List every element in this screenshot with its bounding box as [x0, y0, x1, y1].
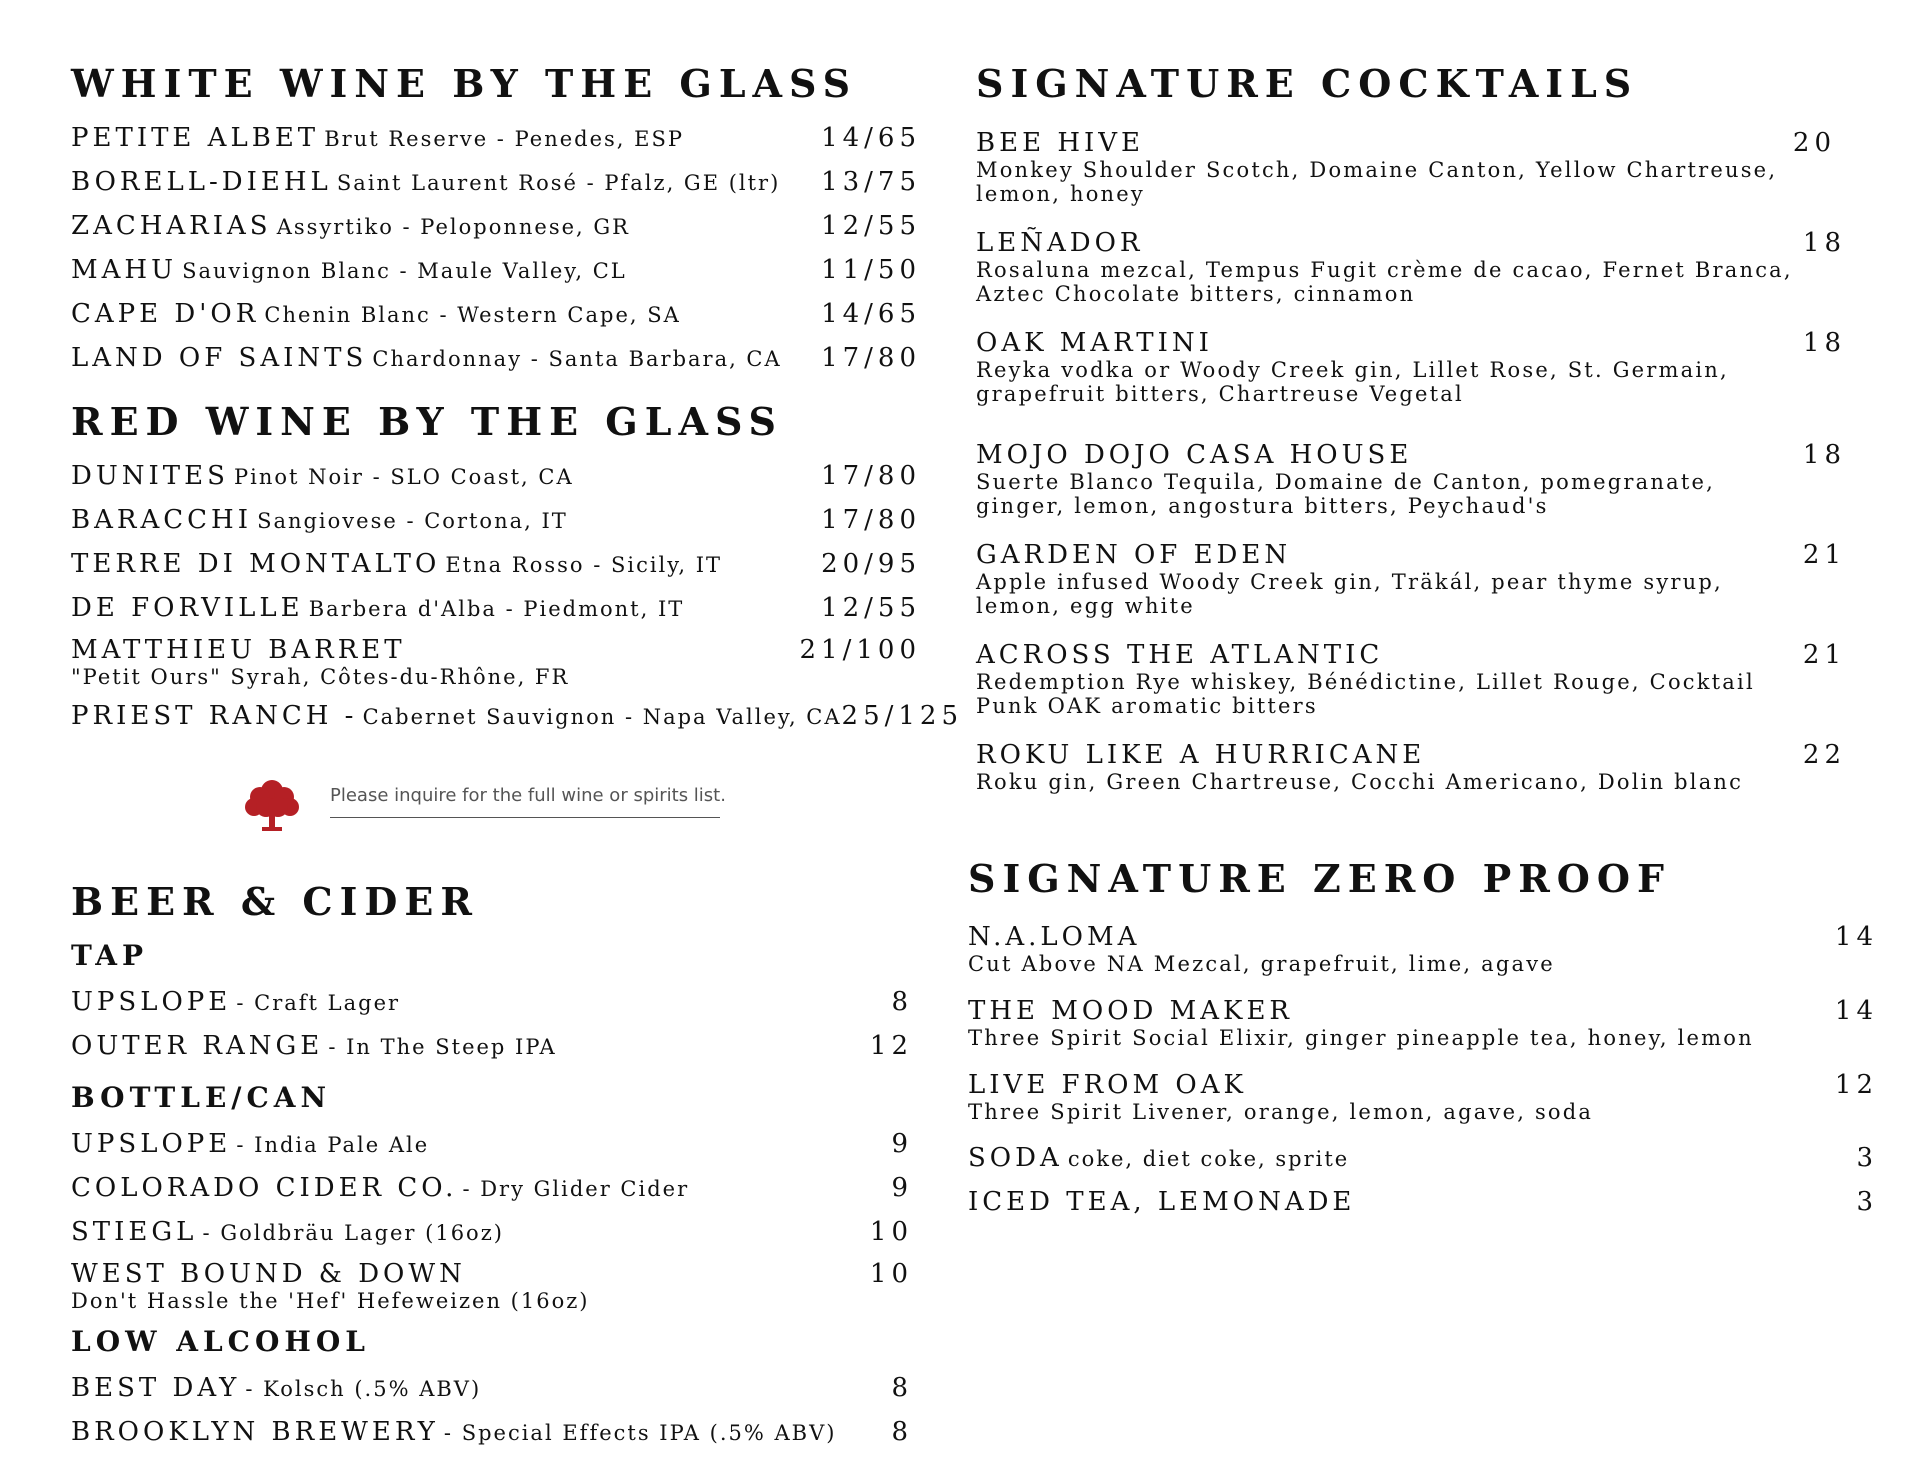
- wine-detail: Brut Reserve - Penedes, ESP: [324, 127, 684, 151]
- wine-detail: Assyrtiko - Peloponnese, GR: [276, 215, 630, 239]
- wine-row: [71, 204, 921, 248]
- zero-proof-desc: Three Spirit Social Elixir, ginger pineapple tea, honey, lemon: [968, 1026, 1754, 1050]
- zero-proof-item: [968, 1070, 1878, 1124]
- cocktail-desc: Suerte Blanco Tequila, Domaine de Canton, pomegranate,: [976, 470, 1715, 494]
- wine-name: BORELL-DIEHL: [71, 167, 332, 197]
- zero-proof-item: [968, 1136, 1878, 1180]
- beer-price: 12: [869, 1031, 913, 1061]
- beer-row: [71, 1122, 921, 1166]
- beer-row: [71, 1258, 921, 1312]
- beer-detail: - Dry Glider Cider: [462, 1177, 690, 1201]
- zero-proof-desc: Three Spirit Livener, orange, lemon, agave, soda: [968, 1100, 1594, 1124]
- cocktail-desc: Punk OAK aromatic bitters: [976, 694, 1318, 718]
- wine-price: 12/55: [821, 211, 921, 241]
- wine-row: [71, 292, 921, 336]
- tap-subtitle: TAP: [71, 939, 149, 972]
- wine-detail: Barbera d'Alba - Piedmont, IT: [308, 597, 685, 621]
- cocktail-list: [976, 128, 1866, 794]
- cocktail-desc: lemon, egg white: [976, 594, 1195, 618]
- beer-row: [71, 980, 921, 1024]
- wine-price: 17/80: [821, 461, 921, 491]
- cocktail-item: [976, 328, 1866, 406]
- cocktail-item: [976, 228, 1866, 306]
- cocktail-name: ROKU LIKE A HURRICANE: [976, 740, 1426, 770]
- beer-price: 10: [869, 1259, 913, 1289]
- beer-detail: - Goldbräu Lager (16oz): [202, 1221, 504, 1245]
- cocktail-desc: lemon, honey: [976, 182, 1145, 206]
- white-wine-list: [71, 116, 921, 380]
- wine-name: BARACCHI: [71, 505, 252, 535]
- beer-name: WEST BOUND & DOWN: [71, 1259, 466, 1289]
- wine-name: DE FORVILLE: [71, 593, 304, 623]
- wine-price: 17/80: [821, 343, 921, 373]
- zero-proof-name: SODA: [968, 1143, 1063, 1173]
- zero-proof-name: ICED TEA, LEMONADE: [968, 1187, 1356, 1217]
- wine-price: 14/65: [821, 299, 921, 329]
- zero-proof-item: [968, 922, 1878, 976]
- beer-detail: Don't Hassle the 'Hef' Hefeweizen (16oz): [71, 1289, 590, 1313]
- beer-row: [71, 1024, 921, 1068]
- beer-price: 8: [891, 1417, 913, 1447]
- wine-row: [71, 248, 921, 292]
- wine-name: MAHU: [71, 255, 177, 285]
- left-column: [71, 60, 964, 1454]
- cocktail-price: 20: [1792, 128, 1836, 158]
- white-wine-title: WHITE WINE BY THE GLASS: [71, 61, 858, 106]
- beer-row: [71, 1210, 921, 1254]
- cocktail-price: 18: [1802, 440, 1846, 470]
- wine-name: MATTHIEU BARRET: [71, 635, 406, 665]
- cocktail-item: [976, 640, 1866, 718]
- wine-detail: Cabernet Sauvignon - Napa Valley, CA: [362, 705, 842, 729]
- cocktail-desc: Roku gin, Green Chartreuse, Cocchi Americano, Dolin blanc: [976, 770, 1744, 794]
- wine-detail: Sauvignon Blanc - Maule Valley, CL: [182, 259, 627, 283]
- wine-price: 12/55: [821, 593, 921, 623]
- wine-name: PETITE ALBET: [71, 123, 320, 153]
- wine-name: TERRE DI MONTALTO: [71, 549, 441, 579]
- divider: [330, 817, 720, 818]
- cocktail-desc: Monkey Shoulder Scotch, Domaine Canton, Yellow Chartreuse,: [976, 158, 1778, 182]
- beer-name: UPSLOPE: [71, 1129, 232, 1159]
- cocktail-desc: Apple infused Woody Creek gin, Träkál, pear thyme syrup,: [976, 570, 1723, 594]
- beer-row: [71, 1410, 921, 1454]
- wine-name: CAPE D'OR: [71, 299, 260, 329]
- right-column: [968, 60, 1878, 1217]
- cocktail-name: OAK MARTINI: [976, 328, 1213, 358]
- low-alcohol-subtitle: LOW ALCOHOL: [71, 1325, 370, 1358]
- cocktail-desc: grapefruit bitters, Chartreuse Vegetal: [976, 382, 1464, 406]
- cocktail-desc: Reyka vodka or Woody Creek gin, Lillet Rose, St. Germain,: [976, 358, 1729, 382]
- beer-row: [71, 1366, 921, 1410]
- zero-proof-price: 14: [1834, 996, 1878, 1026]
- zero-proof-price: 3: [1856, 1187, 1878, 1217]
- beer-name: COLORADO CIDER CO.: [71, 1173, 458, 1203]
- zero-proof-item: [968, 1180, 1878, 1224]
- wine-row: [71, 498, 921, 542]
- cocktails-title: SIGNATURE COCKTAILS: [976, 61, 1639, 106]
- beer-detail: - Craft Lager: [236, 991, 401, 1015]
- cocktail-name: LEÑADOR: [976, 228, 1144, 258]
- wine-row: [71, 454, 921, 498]
- zero-proof-name: N.A.LOMA: [968, 922, 1141, 952]
- beer-price: 9: [891, 1129, 913, 1159]
- cocktail-desc: Redemption Rye whiskey, Bénédictine, Lillet Rouge, Cocktail: [976, 670, 1755, 694]
- zero-proof-item: [968, 996, 1878, 1050]
- cocktail-desc: ginger, lemon, angostura bitters, Peychaud's: [976, 494, 1549, 518]
- cocktail-desc: Rosaluna mezcal, Tempus Fugit crème de cacao, Fernet Branca,: [976, 258, 1793, 282]
- cocktail-name: MOJO DOJO CASA HOUSE: [976, 440, 1413, 470]
- wine-price: 20/95: [821, 549, 921, 579]
- beer-detail: - Special Effects IPA (.5% ABV): [443, 1421, 837, 1445]
- wine-detail: "Petit Ours" Syrah, Côtes-du-Rhône, FR: [71, 665, 570, 689]
- inquire-text: Please inquire for the full wine or spirits list.: [330, 785, 726, 806]
- zero-proof-title: SIGNATURE ZERO PROOF: [968, 856, 1671, 901]
- cocktail-price: 22: [1802, 740, 1846, 770]
- wine-detail: Etna Rosso - Sicily, IT: [445, 553, 723, 577]
- wine-price: 14/65: [821, 123, 921, 153]
- cocktail-price: 18: [1802, 328, 1846, 358]
- wine-row: [71, 542, 921, 586]
- beer-price: 9: [891, 1173, 913, 1203]
- beer-price: 10: [869, 1217, 913, 1247]
- zero-proof-list: [968, 922, 1878, 1224]
- wine-price: 17/80: [821, 505, 921, 535]
- cocktail-item: [976, 440, 1866, 518]
- cocktail-name: ACROSS THE ATLANTIC: [976, 640, 1384, 670]
- tree-icon: [242, 775, 302, 835]
- zero-proof-price: 12: [1834, 1070, 1878, 1100]
- beer-price: 8: [891, 987, 913, 1017]
- wine-detail: Pinot Noir - SLO Coast, CA: [234, 465, 574, 489]
- zero-proof-price: 3: [1856, 1143, 1878, 1173]
- beer-name: UPSLOPE: [71, 987, 232, 1017]
- wine-row: [71, 336, 921, 380]
- wine-row: [71, 694, 964, 738]
- beer-detail: - India Pale Ale: [236, 1133, 430, 1157]
- beer-title: BEER & CIDER: [71, 879, 479, 924]
- cocktail-name: BEE HIVE: [976, 128, 1145, 158]
- wine-detail: Saint Laurent Rosé - Pfalz, GE (ltr): [336, 171, 781, 195]
- wine-name: ZACHARIAS: [71, 211, 272, 241]
- beer-name: STIEGL: [71, 1217, 198, 1247]
- zero-proof-name: THE MOOD MAKER: [968, 996, 1294, 1026]
- zero-proof-desc: coke, diet coke, sprite: [1067, 1147, 1350, 1171]
- beer-row: [71, 1166, 921, 1210]
- wine-name: PRIEST RANCH -: [71, 701, 358, 731]
- bottle-subtitle: BOTTLE/CAN: [71, 1081, 332, 1114]
- cocktail-item: [976, 540, 1866, 618]
- cocktail-item: [976, 740, 1866, 794]
- beer-name: BEST DAY: [71, 1373, 241, 1403]
- cocktail-desc: Aztec Chocolate bitters, cinnamon: [976, 282, 1416, 306]
- wine-price: 13/75: [821, 167, 921, 197]
- inquire-note: [242, 775, 726, 835]
- wine-row: [71, 116, 921, 160]
- wine-name: DUNITES: [71, 461, 229, 491]
- wine-price: 11/50: [821, 255, 921, 285]
- beer-price: 8: [891, 1373, 913, 1403]
- red-wine-title: RED WINE BY THE GLASS: [71, 399, 783, 444]
- beer-detail: - Kolsch (.5% ABV): [245, 1377, 482, 1401]
- wine-name: LAND OF SAINTS: [71, 343, 368, 373]
- cocktail-price: 21: [1802, 640, 1846, 670]
- wine-price: 21/100: [799, 635, 921, 665]
- cocktail-name: GARDEN OF EDEN: [976, 540, 1292, 570]
- beer-detail: - In The Steep IPA: [328, 1035, 557, 1059]
- wine-detail: Sangiovese - Cortona, IT: [257, 509, 568, 533]
- wine-price: 25/125: [841, 701, 964, 731]
- zero-proof-price: 14: [1834, 922, 1878, 952]
- cocktail-price: 18: [1802, 228, 1846, 258]
- beer-name: BROOKLYN BREWERY: [71, 1417, 439, 1447]
- beer-name: OUTER RANGE: [71, 1031, 324, 1061]
- cocktail-price: 21: [1802, 540, 1846, 570]
- cocktail-item: [976, 128, 1866, 206]
- zero-proof-name: LIVE FROM OAK: [968, 1070, 1247, 1100]
- wine-row: [71, 160, 921, 204]
- zero-proof-desc: Cut Above NA Mezcal, grapefruit, lime, agave: [968, 952, 1555, 976]
- wine-row: [71, 586, 921, 630]
- wine-detail: Chardonnay - Santa Barbara, CA: [372, 347, 782, 371]
- red-wine-list: [71, 454, 964, 738]
- wine-row: [71, 634, 921, 688]
- wine-detail: Chenin Blanc - Western Cape, SA: [264, 303, 681, 327]
